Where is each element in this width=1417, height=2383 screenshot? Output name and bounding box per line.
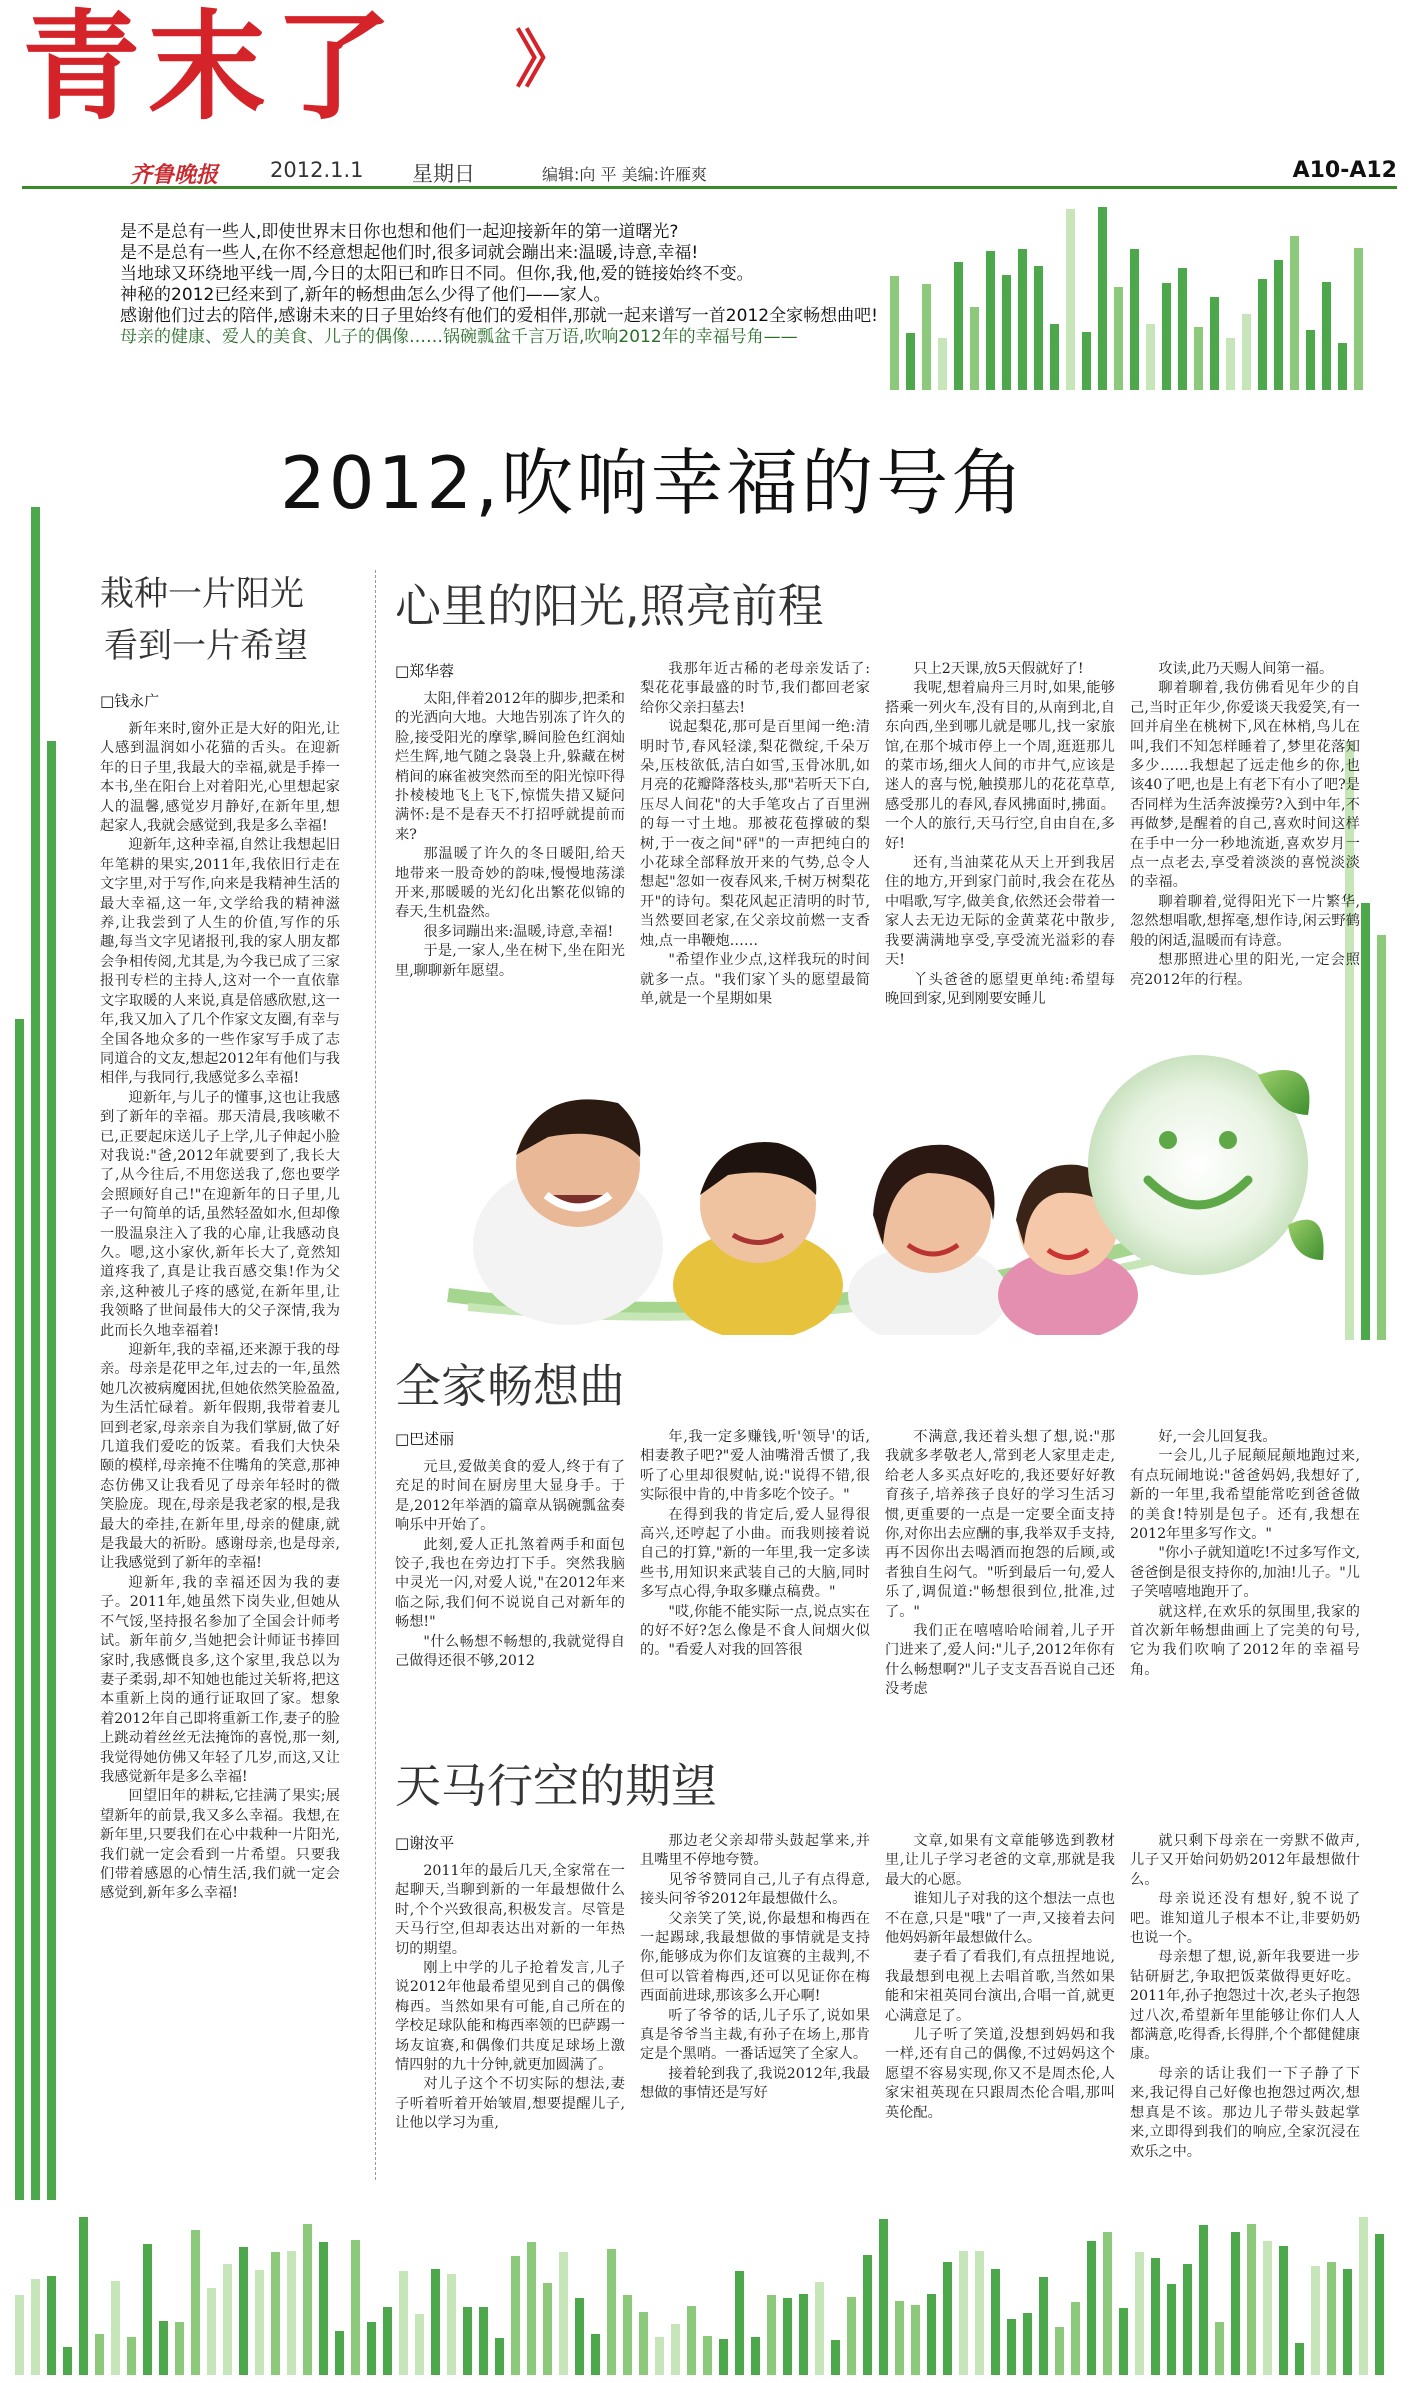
decorative-bar (255, 2270, 264, 2375)
decorative-bar (1247, 2224, 1256, 2375)
paragraph: 对儿子这个不切实际的想法,妻子听着听着开始皱眉,想要提醒儿子,让他以学习为重, (395, 2076, 625, 2132)
decorative-bar (335, 2331, 344, 2375)
decorative-bar (127, 2337, 136, 2375)
decorative-bar (63, 2347, 72, 2375)
decorative-bar (191, 2230, 200, 2375)
section2-col-3 (885, 1428, 1115, 1718)
decorative-bar (938, 338, 947, 390)
paragraph: 母亲说还没有想好,貌不说了吧。谁知道儿子根本不让,非要奶奶也说一个。 (1130, 1891, 1360, 1947)
decorative-bar (1135, 2252, 1144, 2375)
section3-title: 天马行空的期望 (395, 1759, 717, 1813)
paragraph: 见爷爷赞同自己,儿子有点得意,接头问爷爷2012年最想做什么。 (640, 1871, 870, 1908)
decorative-bar (527, 2242, 536, 2375)
left-title-line: 栽种一片阳光 (100, 574, 304, 614)
decorative-bar (1183, 2264, 1192, 2375)
paragraph: 回望旧年的耕耘,它挂满了果实;展望新年的前景,我又多么幸福。我想,在新年里,只要我们在心中栽种一片阳光,我们就一定会看到一片希望。只要我们带着感恩的心情生活,我们就一定会感觉到,新年多么幸福! (100, 1788, 340, 1902)
intro-text (120, 222, 900, 348)
decorative-bar (143, 2244, 152, 2375)
left-title-line: 看到一片希望 (104, 626, 308, 666)
section1-byline: □郑华蓉 (395, 662, 455, 680)
decorative-bar (79, 2217, 88, 2375)
decorative-bar (31, 507, 40, 2200)
decorative-bar (671, 2324, 680, 2375)
intro-line: 感谢他们过去的陪伴,感谢未来的日子里始终有他们的爱相伴,那就一起来谱写一首2012全家畅想曲吧! (120, 306, 878, 326)
decorative-bar (575, 2298, 584, 2375)
decorative-bar (623, 2295, 632, 2375)
decorative-bar (975, 2251, 984, 2375)
bottom-green-bars (15, 2210, 1400, 2375)
decorative-bar (1178, 268, 1187, 390)
section2-col-1 (395, 1458, 625, 1718)
decorative-bar (815, 2282, 824, 2375)
decorative-bar (511, 2256, 520, 2375)
decorative-bar (1327, 2262, 1336, 2375)
decorative-bar (1119, 2308, 1128, 2375)
decorative-bar (895, 2301, 904, 2375)
section1-col-2 (640, 660, 870, 1050)
section2-col-4 (1130, 1428, 1360, 1718)
decorative-bar (239, 2247, 248, 2375)
info-bar (22, 152, 1397, 189)
decorative-bar (927, 2294, 936, 2375)
paragraph: "哎,你能不能实际一点,说点实在的好不好?怎么像是不食人间烟火似的。"看爱人对我的回答很 (640, 1603, 870, 1659)
decorative-bar (879, 2219, 888, 2375)
decorative-bar (1167, 2284, 1176, 2375)
paragraph: 我那年近古稀的老母亲发话了:梨花花事最盛的时节,我们都回老家给你父亲扫墓去! (640, 661, 870, 716)
decorative-bar (367, 2322, 376, 2375)
decorative-bar (175, 2322, 184, 2375)
paragraph: 2011年的最后几天,全家常在一起聊天,当聊到新的一年最想做什么时,个个兴致很高,积极发言。尽管是天马行空,但却表达出对新的一年热切的期望。 (395, 1863, 625, 1957)
decorative-bar (986, 251, 995, 390)
family-photo (428, 1045, 1328, 1335)
decorative-bar (1034, 266, 1043, 390)
decorative-bar (447, 2274, 456, 2375)
paragraph: 我们正在嘻嘻哈哈闹着,儿子开门进来了,爱人问:"儿子,2012年你有什么畅想啊?"儿子支支吾吾说自己还没考虑 (885, 1623, 1115, 1698)
decorative-bar (47, 2276, 56, 2375)
paragraph: 刚上中学的儿子抢着发言,儿子说2012年他最希望见到自己的偶像梅西。当然如果有可能,自己所在的学校足球队能和梅西率领的巴萨踢一场友谊赛,和偶像们共度足球场上激情四射的九十分钟,就更加圆满了。 (395, 1960, 625, 2074)
intro-line: 神秘的2012已经来到了,新年的畅想曲怎么少得了他们——家人。 (120, 285, 611, 305)
paragraph: 想那照进心里的阳光,一定会照亮2012年的行程。 (1130, 952, 1360, 988)
masthead-arrows: 》 (515, 23, 578, 96)
decorative-bar (735, 2271, 744, 2375)
decorative-bar (1194, 327, 1203, 390)
decorative-bar (1242, 314, 1251, 390)
left-article-body (100, 720, 340, 2210)
decorative-bar (847, 2297, 856, 2375)
decorative-bar (959, 2251, 968, 2375)
decorative-bar (95, 2334, 104, 2375)
decorative-bar (479, 2307, 488, 2375)
decorative-bar (719, 2339, 728, 2375)
decorative-bar (207, 2288, 216, 2375)
paragraph: 聊着聊着,我仿佛看见年少的自己,当时正年少,你爱谈天我爱笑,有一回并肩坐在桃树下,风在林梢,鸟儿在叫,我们不知怎样睡着了,梦里花落知多少……我想起了远走他乡的你,也该40了吧,也是上有老下有小了吧?是否同样为生活奔波操劳?入到中年,不再做梦,是醒着的自己,喜欢时间这样在手中一分一秒地流逝,喜欢岁月一点一点老去,享受着淡淡的喜悦淡淡的幸福。 (1130, 680, 1360, 891)
decorative-bar (223, 2264, 232, 2375)
intro-line: 当地球又环绕地平线一周,今日的太阳已和昨日不同。但你,我,他,爱的链接始终不变。 (120, 264, 754, 284)
decorative-bar (783, 2298, 792, 2375)
paragraph: 迎新年,与儿子的懂事,这也让我感到了新年的幸福。那天清晨,我咳嗽不已,正要起床送儿子上学,儿子伸起小脸对我说:"爸,2012年就要到了,我长大了,从今往后,不用您送我了,您也要学会照顾好自己!"在迎新年的日子里,儿子一句简单的话,虽然轻盈如水,但却像一股温泉注入了我的心扉,让我感动良久。嗯,这小家伙,新年长大了,竟然知道疼我了,真是让我百感交集!作为父亲,这种被儿子疼的感觉,在新年里,让我领略了世间最伟大的父子深情,我为此而长久地幸福着! (100, 1089, 340, 1339)
decorative-bar (383, 2307, 392, 2375)
paragraph: 元旦,爱做美食的爱人,终于有了充足的时间在厨房里大显身手。于是,2012年举酒的篇章从锅碗瓢盆奏响乐中开始了。 (395, 1459, 625, 1534)
paragraph: 我呢,想着扁舟三月时,如果,能够搭乘一列火车,没有目的,从南到北,自东向西,坐到哪儿就是哪儿,找一家旅馆,在那个城市停上一个周,逛逛那儿的菜市场,细火人间的市井气,应该是迷人的喜与悦,触摸那儿的花花草草,感受那儿的春风,春风拂面时,拂面。一个人的旅行,天马行空,自由自在,多好! (885, 680, 1115, 852)
paragraph: 还有,当油菜花从天上开到我居住的地方,开到家门前时,我会在花丛中唱歌,写字,做美食,依然还会带着一家人去无边无际的金黄菜花中散步,我要满满地享受,享受流光溢彩的春天! (885, 855, 1115, 969)
decorative-bar (911, 2305, 920, 2375)
decorative-bar (1151, 2258, 1160, 2375)
decorative-bar (1231, 2232, 1240, 2375)
decorative-bar (751, 2337, 760, 2375)
decorative-bar (607, 2249, 616, 2375)
decorative-bar (639, 2312, 648, 2375)
paragraph: 年,我一定多赚钱,听'领导'的话,相妻教子吧?"爱人油嘴滑舌惯了,我听了心里却很熨帖,说:"说得不错,很实际很中肯的,中肯多吃个饺子。" (640, 1429, 870, 1504)
paragraph: 此刻,爱人正扎煞着两手和面包饺子,我也在旁边打下手。突然我脑中灵光一闪,对爱人说,"在2012年来临之际,我们何不说说自己对新年的畅想!" (395, 1536, 625, 1631)
decorative-bar (1226, 338, 1235, 390)
paragraph: "希望作业少点,这样我玩的时间就多一点。"我们家丫头的愿望最简单,就是一个星期如果 (640, 952, 870, 1007)
paragraph: 母亲的话让我们一下子静了下来,我记得自己好像也抱怨过两次,想想真是不该。那边儿子带头鼓起掌来,立即得到我们的响应,全家沉浸在欢乐之中。 (1130, 2065, 1360, 2160)
decorative-bar (1258, 279, 1267, 390)
mother-figure (848, 1145, 1008, 1335)
decorative-bar (15, 2295, 24, 2375)
decorative-bar (943, 2262, 952, 2375)
decorative-bar (1215, 2322, 1224, 2375)
boy-figure (673, 1142, 843, 1335)
intro-line: 母亲的健康、爱人的美食、儿子的偶像……锅碗瓢盆千言万语,吹响2012年的幸福号角—— (120, 327, 798, 347)
decorative-bar (399, 2271, 408, 2375)
paragraph: 聊着聊着,觉得阳光下一片繁华,忽然想唱歌,想挥毫,想作诗,闲云野鹤般的闲适,温暖而有诗意。 (1130, 893, 1360, 949)
decorative-bar (1263, 2241, 1272, 2375)
section1-col-4 (1130, 660, 1360, 1050)
section3-col-2 (640, 1832, 870, 2192)
decorative-bar (1039, 2277, 1048, 2375)
decorative-bar (1375, 2234, 1384, 2375)
decorative-bar (15, 1019, 24, 2200)
top-green-bars (890, 190, 1390, 390)
decorative-bar (922, 284, 931, 390)
paragraph: 迎新年,我的幸福还因为我的妻子。2011年,她虽然下岗失业,但她从不气馁,坚持报名参加了全国会计师考试。新年前夕,当她把会计师证书捧回家时,我感慨良多,这个家里,我总以为妻子柔弱,却不知她也能过关斩将,把这本重新上岗的通行证取回了家。想象着2012年自己即将重新工作,妻子的脸上跳动着丝丝无法掩饰的喜悦,那一刻,我觉得她仿佛又年轻了几岁,而这,又让我感觉新年是多么幸福! (100, 1574, 340, 1785)
paper-date: 2012.1.1 (270, 158, 364, 182)
decorative-bar (1050, 324, 1059, 390)
decorative-bar (1359, 2217, 1368, 2375)
decorative-bar (303, 2224, 312, 2375)
decorative-bar (1295, 2343, 1304, 2375)
decorative-bar (1103, 2232, 1112, 2375)
paragraph: 很多词蹦出来:温暖,诗意,幸福! (423, 923, 614, 940)
decorative-bar (463, 2307, 472, 2375)
decorative-bar (1338, 343, 1347, 390)
decorative-bar (831, 2340, 840, 2375)
paragraph: 接着轮到我了,我说2012年,我最想做的事情还是写好 (640, 2065, 870, 2102)
left-article-byline: □钱永广 (100, 692, 160, 710)
decorative-bar (495, 2338, 504, 2375)
left-green-bars (15, 450, 75, 2200)
decorative-bar (767, 2295, 776, 2375)
smiley-orb (1088, 1055, 1324, 1275)
paragraph: 儿子听了笑道,没想到妈妈和我一样,还有自己的偶像,不过妈妈这个愿望不容易实现,你又不是周杰伦,人家宋祖英现在只跟周杰伦合唱,那叫英伦配。 (885, 2027, 1115, 2121)
decorative-bar (1007, 2319, 1016, 2375)
section2-title: 全家畅想曲 (395, 1359, 625, 1413)
section1-col-3 (885, 660, 1115, 1050)
paragraph: 就这样,在欢乐的氛围里,我家的首次新年畅想曲画上了完美的句号,它为我们吹响了2012年的幸福号角。 (1130, 1603, 1360, 1678)
decorative-bar (31, 2279, 40, 2375)
decorative-bar (687, 2306, 696, 2375)
decorative-bar (559, 2252, 568, 2375)
decorative-bar (1274, 260, 1283, 390)
decorative-bar (1146, 324, 1155, 390)
decorative-bar (1199, 2225, 1208, 2375)
paragraph: "什么畅想不畅想的,我就觉得自己做得还很不够,2012 (395, 1633, 625, 1670)
paragraph: 只上2天课,放5天假就好了! (913, 661, 1084, 677)
decorative-bar (863, 2255, 872, 2375)
masthead-title: 青末了 (22, 0, 401, 136)
paragraph: 攻读,此乃天赐人间第一福。 (1158, 661, 1334, 677)
paragraph: 那边老父亲却带头鼓起掌来,并且嘴里不停地夸赞。 (640, 1833, 870, 1869)
editor-line: 编辑:向 平 美编:许雁爽 (542, 165, 707, 184)
intro-line: 是不是总有一些人,即使世界末日你也想和他们一起迎接新年的第一道曙光? (120, 222, 679, 242)
decorative-bar (1002, 275, 1011, 390)
decorative-bar (1306, 330, 1315, 390)
paragraph: 就只剩下母亲在一旁默不做声,儿子又开始问奶奶2012年最想做什么。 (1130, 1833, 1360, 1888)
decorative-bar (1087, 2241, 1096, 2375)
paragraph: 太阳,伴着2012年的脚步,把柔和的光洒向大地。大地告别冻了许久的脸,接受阳光的摩挲,瞬间脸色红润灿烂生辉,地气随之袅袅上升,躲藏在树梢间的麻雀被突然而至的阳光惊吓得扑棱棱地飞上飞下,惊慌失措又疑问满怀:是不是春天不打招呼就提前而来? (395, 691, 625, 843)
paragraph: 迎新年,我的幸福,还来源于我的母亲。母亲是花甲之年,过去的一年,虽然她几次被病魔困扰,但她依然笑脸盈盈,为生活忙碌着。新年假期,我带着妻儿回到老家,母亲亲自为我们掌厨,做了好几道我们爱吃的饭菜。看我们大快朵颐的模样,母亲掩不住嘴角的笑意,那神态仿佛又让我看见了母亲年轻时的微笑脸庞。现在,母亲是我老家的根,是我最大的牵挂,在新年里,母亲的健康,就是我最大的祈盼。感谢母亲,也是母亲,让我感觉到了新年的幸福! (100, 1342, 340, 1572)
decorative-bar (703, 2336, 712, 2375)
decorative-bar (1361, 903, 1370, 1340)
decorative-bar (431, 2269, 440, 2375)
decorative-bar (111, 2281, 120, 2375)
paper-name: 齐鲁晚报 (130, 163, 219, 188)
decorative-bar (1018, 249, 1027, 390)
paragraph: 于是,一家人,坐在树下,坐在阳光里,聊聊新年愿望。 (395, 943, 625, 979)
paragraph: 迎新年,这种幸福,自然让我想起旧年笔耕的果实,2011年,我依旧行走在文字里,对于写作,向来是我精神生活的最大幸福,这一年,文学给我的精神滋养,让我尝到了人生的价值,写作的乐趣,每当文字见诸报刊,我的家人朋友都会争相传阅,尤其是,为今我已成了三家报刊专栏的主持人,这对一个一直依靠文字取暖的人来说,真是倍感欣慰,这一年,我又加入了几个作家文友圈,有幸与全国各地众多的一些作家写手成了志同道合的文友,想起2012年有他们与我相伴,与我同行,我感觉多么幸福! (100, 837, 340, 1087)
section1-title: 心里的阳光,照亮前程 (395, 579, 824, 633)
decorative-bar (1114, 287, 1123, 390)
decorative-bar (655, 2337, 664, 2375)
page-range: A10-A12 (1292, 158, 1397, 183)
decorative-bar (1023, 2313, 1032, 2375)
paragraph: 好,一会儿回复我。 (1158, 1429, 1277, 1445)
paragraph: 丫头爸爸的愿望更单纯:希望每晚回到家,见到刚要安睡儿 (885, 971, 1115, 1007)
paragraph: 新年来时,窗外正是大好的阳光,让人感到温润如小花猫的舌头。在迎新年的日子里,我最大的幸福,就是手捧一本书,坐在阳台上对着阳光,心里想起家人的温馨,感觉岁月静好,在新年里,想起家人,我就会感觉到,我是多么幸福! (100, 721, 340, 835)
decorative-bar (906, 333, 915, 390)
left-article-title (100, 568, 308, 672)
paragraph: 说起梨花,那可是百里闻一绝:清明时节,春风轻漾,梨花微绽,千朵万朵,压枝欲低,洁白如雪,玉骨冰肌,如月亮的花瓣降落枝头,那"若听天下白,压尽人间花"的大手笔攻占了百里洲的每一寸土地。那被花苞撑破的梨树,于一夜之间"砰"的一声把纯白的小花球全部释放开来的气势,总令人想起"忽如一夜春风来,千树万树梨花开"的诗句。梨花风起正清明的时节,当然要回老家,在父亲坟前燃一支香烛,点一串鞭炮…… (640, 719, 870, 949)
paragraph: 父亲笑了笑,说,你最想和梅西在一起踢球,我最想做的事情就是支持你,能够成为你们友谊赛的主裁判,不但可以管着梅西,还可以见证你在梅西面前进球,那该多么开心啊! (640, 1910, 870, 2005)
decorative-bar (1162, 283, 1171, 390)
paragraph: 在得到我的肯定后,爱人显得很高兴,还哼起了小曲。而我则接着说自己的打算,"新的一年里,我一定多读些书,用知识来武装自己的大脑,同时多写点心得,争取多赚点稿费。" (640, 1506, 870, 1601)
decorative-bar (1071, 2302, 1080, 2375)
decorative-bar (271, 2252, 280, 2375)
decorative-bar (47, 741, 56, 2200)
paragraph: 文章,如果有文章能够选到教材里,让儿子学习老爸的文章,那就是我最大的心愿。 (885, 1833, 1115, 1888)
decorative-bar (970, 307, 979, 390)
main-headline: 2012,吹响幸福的号角 (280, 441, 1027, 525)
decorative-bar (1290, 236, 1299, 390)
decorative-bar (1279, 2246, 1288, 2375)
paragraph: 妻子看了看我们,有点扭捏地说,我最想到电视上去唱首歌,当然如果能和宋祖英同台演出,合唱一首,就更心满意足了。 (885, 1949, 1115, 2024)
decorative-bar (543, 2283, 552, 2375)
paragraph: 听了爷爷的话,儿子乐了,说如果真是爷爷当主裁,有孙子在场上,那肯定是个黑哨。一番话逗笑了全家人。 (640, 2007, 870, 2063)
decorative-bar (1354, 248, 1363, 390)
paragraph: 那温暖了许久的冬日暖阳,给天地带来一股奇妙的韵味,慢慢地荡漾开来,那暖暖的光幻化出繁花似锦的春天,生机盎然。 (395, 846, 625, 921)
section2-col-2 (640, 1428, 870, 1718)
section3-col-1 (395, 1862, 625, 2192)
intro-line: 是不是总有一些人,在你不经意想起他们时,很多词就会蹦出来:温暖,诗意,幸福! (120, 243, 699, 263)
decorative-bar (1082, 332, 1091, 390)
section3-col-4 (1130, 1832, 1360, 2192)
decorative-bar (159, 2321, 168, 2375)
column-divider (375, 570, 377, 2180)
section2-byline: □巴述丽 (395, 1430, 455, 1448)
section3-byline: □谢汝平 (395, 1834, 455, 1852)
decorative-bar (287, 2251, 296, 2375)
decorative-bar (991, 2269, 1000, 2375)
decorative-bar (351, 2240, 360, 2375)
decorative-bar (1322, 282, 1331, 390)
paper-weekday: 星期日 (412, 162, 475, 186)
decorative-bar (1066, 209, 1075, 390)
decorative-bar (1343, 2269, 1352, 2375)
decorative-bar (319, 2242, 328, 2375)
decorative-bar (1130, 249, 1139, 390)
decorative-bar (1377, 935, 1386, 1340)
decorative-bar (1055, 2327, 1064, 2375)
section3-col-3 (885, 1832, 1115, 2192)
decorative-bar (1098, 207, 1107, 390)
decorative-bar (591, 2334, 600, 2375)
decorative-bar (1210, 297, 1219, 390)
decorative-bar (415, 2314, 424, 2375)
paragraph: "你小子就知道吃!不过多写作文,爸爸倒是很支持你的,加油!儿子。"儿子笑嘻嘻地跑开了。 (1130, 1545, 1360, 1601)
paragraph: 一会儿,儿子屁颠屁颠地跑过来,有点玩闹地说:"爸爸妈妈,我想好了,新的一年里,我希望能常吃到爸爸做的美食!特别是包子。还有,我想在2012年里多写作文。" (1130, 1448, 1360, 1543)
decorative-bar (954, 262, 963, 390)
father-figure (473, 1099, 663, 1325)
paragraph: 不满意,我还着头想了想,说:"那我就多孝敬老人,常到老人家里走走,给老人多买点好吃的,我还要好好教育孩子,培养孩子良好的学习生活习惯,更重要的一点是一定要全面支持你,对你出去应酬的事,我举双手支持,再不因你出去喝酒而抱怨的后顾,或者独自生闷气。"听到最后一句,爱人乐了,调侃道:"畅想很到位,批准,过了。" (885, 1429, 1115, 1620)
paragraph: 母亲想了想,说,新年我要进一步钻研厨艺,争取把饭菜做得更好吃。2011年,孙子抱怨过十次,老头子抱怨过八次,希望新年里能够让你们人人都满意,吃得香,长得胖,个个都健健康康。 (1130, 1949, 1360, 2063)
decorative-bar (799, 2294, 808, 2375)
section1-col-1 (395, 690, 625, 1020)
decorative-bar (1311, 2266, 1320, 2375)
paragraph: 谁知儿子对我的这个想法一点也不在意,只是"哦"了一声,又接着去问他妈妈新年最想做什么。 (885, 1891, 1115, 1947)
